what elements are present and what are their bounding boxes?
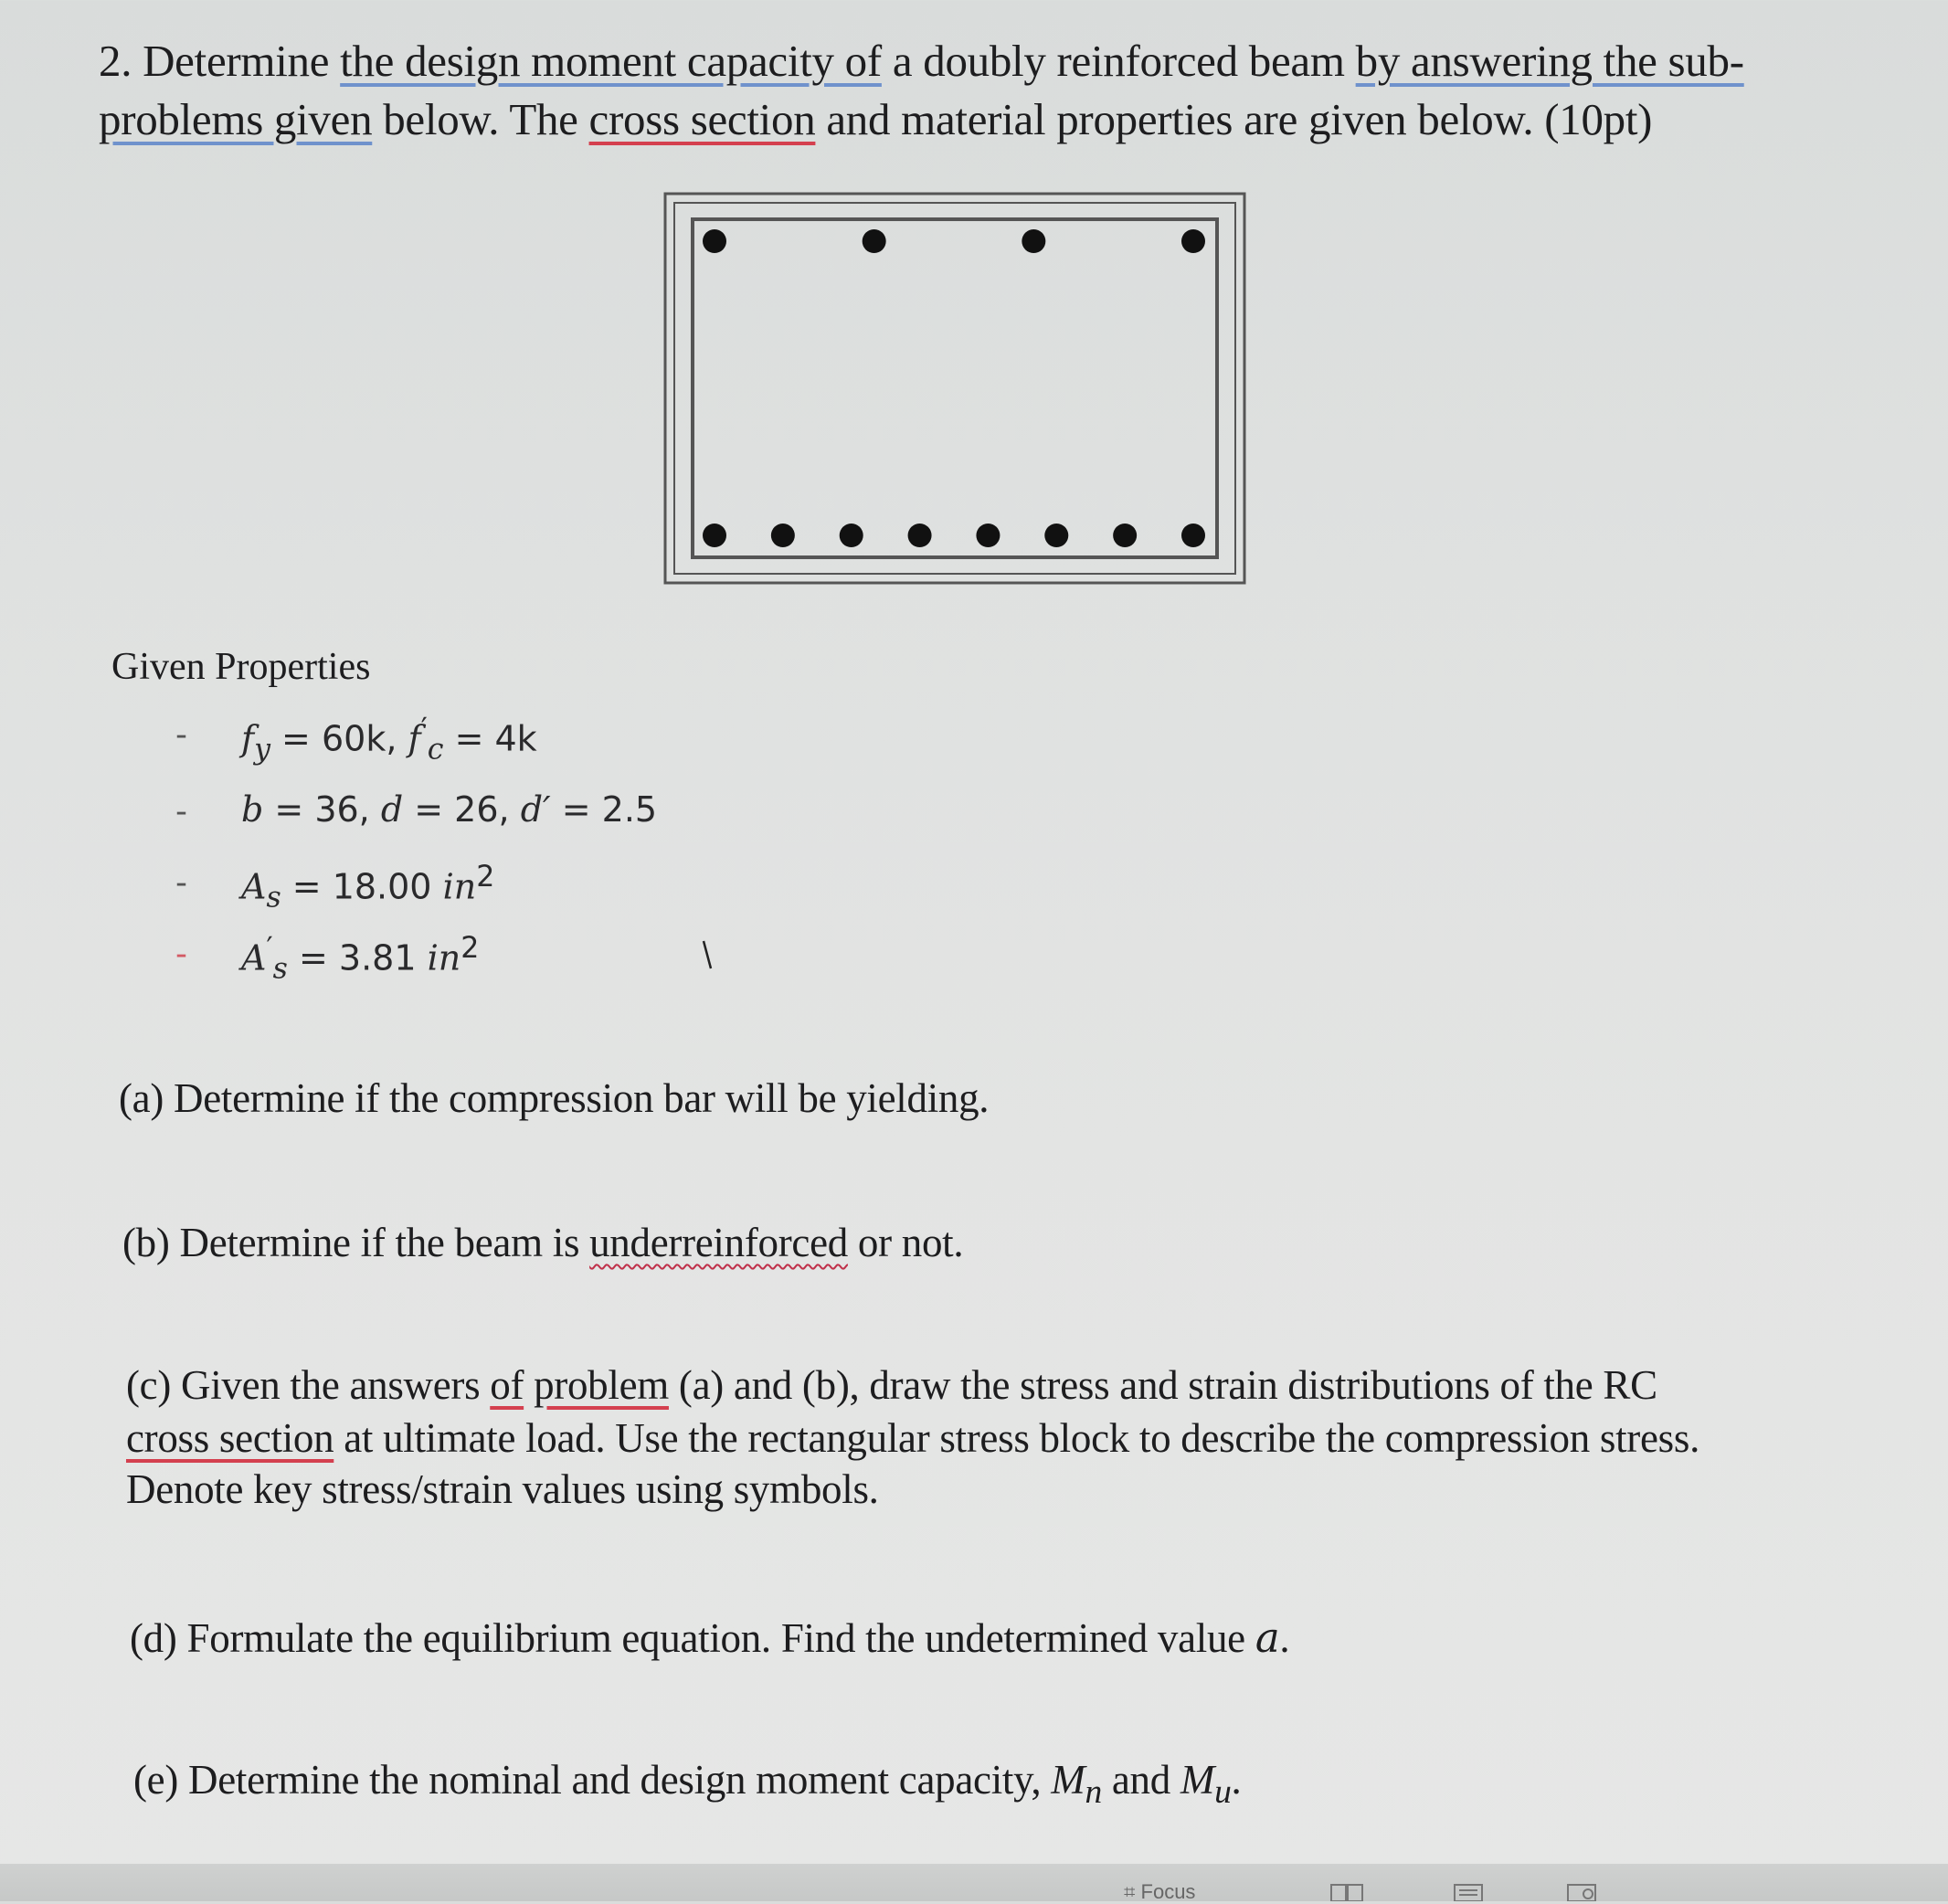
list-bullet: - — [175, 864, 187, 902]
problem-text: a doubly reinforced beam — [881, 36, 1356, 86]
problem-text: below. The — [372, 94, 589, 144]
question-b: (b) Determine if the beam is underreinforced or not. — [122, 1220, 964, 1265]
list-bullet: - — [175, 793, 187, 830]
grammar-flag-by-answering[interactable]: by answering the sub- — [1355, 36, 1744, 86]
stirrup — [693, 219, 1217, 557]
compression-bar — [703, 229, 726, 253]
tension-bar — [840, 524, 863, 547]
question-d: (d) Formulate the equilibrium equation. Find the undetermined value a. — [130, 1613, 1290, 1662]
text-cursor-mark — [702, 939, 715, 972]
web-layout-icon[interactable] — [1564, 1882, 1601, 1901]
spelling-flag-of[interactable]: of — [490, 1362, 524, 1408]
question-c-line-1: (c) Given the answers of problem (a) and (b), draw the stress and strain distributions of the RC — [126, 1362, 1657, 1408]
grammar-flag-problems-given[interactable]: problems given — [99, 94, 373, 144]
problem-number-text: 2. Determine — [99, 36, 341, 86]
compression-bar — [1022, 229, 1045, 253]
compression-bar — [1181, 229, 1205, 253]
focus-icon: ⌗ — [1124, 1880, 1136, 1903]
tension-bar — [1044, 524, 1068, 547]
beam-outline-outer — [665, 194, 1244, 583]
tension-bar — [703, 524, 726, 547]
spelling-flag-cross-section[interactable]: cross section — [588, 94, 816, 144]
spelling-flag-cross-section-c[interactable]: cross section — [126, 1415, 334, 1461]
question-a: (a) Determine if the compression bar will be yielding. — [119, 1075, 990, 1121]
beam-cross-section-diagram — [663, 192, 1248, 585]
spelling-flag-underreinforced[interactable]: underreinforced — [589, 1220, 848, 1265]
spelling-flag-problem[interactable]: problem — [534, 1362, 669, 1408]
read-mode-icon[interactable] — [1329, 1882, 1366, 1901]
compression-bars-group — [703, 229, 1205, 253]
problem-text: and material properties are given below. (10pt) — [815, 94, 1653, 144]
tension-bar — [1181, 524, 1205, 547]
beam-outline-inner — [674, 203, 1235, 574]
tension-bar — [908, 524, 932, 547]
given-properties-heading: Given Properties — [111, 646, 371, 688]
tension-bar — [1113, 524, 1137, 547]
question-c-line-3: Denote key stress/strain values using symbols. — [126, 1466, 879, 1512]
list-bullet: - — [175, 936, 187, 973]
tension-bars-group — [703, 524, 1205, 547]
question-c-line-2: cross section at ultimate load. Use the rectangular stress block to describe the compression stress. — [126, 1415, 1700, 1461]
print-layout-icon[interactable] — [1451, 1882, 1487, 1901]
tension-bar — [976, 524, 1000, 547]
status-bar — [0, 1864, 1948, 1901]
grammar-flag-design-moment[interactable]: the design moment capacity of — [340, 36, 882, 86]
tension-bar — [771, 524, 795, 547]
question-e: (e) Determine the nominal and design moment capacity, $M_n$ and $M_u$. — [133, 1757, 1242, 1811]
document-page: 2. Determine the design moment capacity of a doubly reinforced beam by answering the sub- problems given below. The cross section and material properties are given below. (10pt) Given Properties - $f_y = 60k$, $f'_c = 4k$ - b = 36, d = 26, d′ = 2.5 - $A_s = 18.00$ $in^2$ - $A'_s = 3.81$ $in^2$ (a) Determine if the compression bar will be yielding. (b) Determine if the beam is underreinforced or not. (c) Given the answers of problem (a) and (b), draw the stress and strain distributions of the RC cross section at ultimate load. Use the rectangular stress block to describe the compression stress. Denote key stress/strain values using symbols. (d) Formulate the equilibrium equation. Find the undetermined value a. (e) Determine the nominal and design moment capacity, $M_n$ and $M_u$. ⌗ Focus — [0, 0, 1948, 1901]
compression-bar — [863, 229, 886, 253]
problem-statement-line-1 — [99, 35, 1744, 87]
focus-mode-button[interactable]: ⌗ Focus — [1124, 1880, 1196, 1903]
list-bullet: - — [175, 716, 187, 754]
problem-statement-line-2 — [99, 93, 1652, 145]
